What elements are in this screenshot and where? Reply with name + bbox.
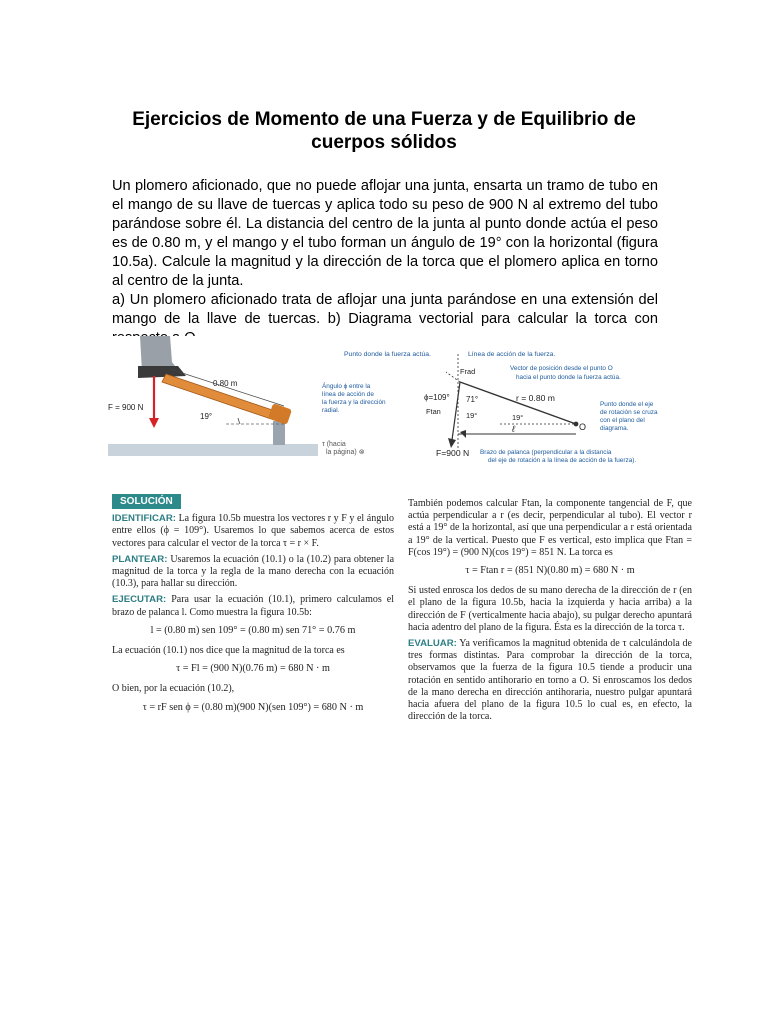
l-label: ℓ [512,424,515,434]
figure-a-plumber-wrench [108,336,318,456]
solution-badge: SOLUCIÓN [112,494,181,509]
angle71-label: 71° [466,395,479,404]
identificar-text: La figura 10.5b muestra los vectores r y F y el ángulo entre ellos (ϕ = 109°). Usaremos lo que sabemos acerca de estos vectores para calcular el vector de la torca τ = r × F. [112,513,395,549]
equation-torque-rfsin: τ = rF sen ϕ = (0.80 m)(900 N)(sen 109°) = 680 N · m [142,701,364,713]
right-hand-paragraph: Si usted enrosca los dedos de su mano derecha de la dirección de r (en el plano de la figura 10.5b, hacia la izquierda y hacia arriba) a la dirección de F (verticalmente hacia abajo), su pulgar derecho apuntará hacia adentro del plano de la figura. Ésta es la dirección de la torca τ. [408,585,692,633]
frad-label: Frad [460,367,476,376]
solution-left-column [112,494,394,722]
tau-label: τ (hacia la página) ⊗ [322,441,365,456]
equation-torque-ftan: τ = Ftan r = (851 N)(0.80 m) = 680 N · m [465,565,635,577]
r-label: r = 0.80 m [516,393,555,403]
ejecutar-heading: EJECUTAR: [112,594,167,606]
equation-torque-fl: τ = Fl = (900 N)(0.76 m) = 680 N · m [176,663,330,675]
O-label: O [579,422,587,432]
plantear-heading: PLANTEAR: [112,553,168,565]
force-vector [452,382,460,440]
problem-statement [112,177,658,348]
tangential-paragraph: También podemos calcular Ftan, la componente tangencial de F, que actúa perpendicular a r (es decir, perpendicular al tubo). El vector r está a 19° de la horizontal, así que una perpendicular a r está orientada a 19° de la vertical. Puesto que F es vertical, esto implica que Ftan = F(cos 19°) = (900 N)(cos 19°) = 851 N. La torca es [408,498,692,558]
alternative-text: O bien, por la ecuación (10.2), [112,683,235,695]
problem-paragraph: Un plomero aficionado, que no puede aflojar una junta, ensarta un tramo de tubo en el mango de su llave de tuercas y aplica todo su peso de 900 N al extremo del tubo parándose sobre él. La distancia del centro de la junta al punto donde actúa el peso es de 0.80 m, y el mango y el tubo forman un ángulo de 19° con la horizontal (figura 10.5a). Calcule la magnitud y la dirección de la torca que el plomero aplica en torno al centro de la junta. [112,178,658,289]
annotation-vector: Vector de posición desde el punto O hacia el punto donde la fuerza actúa. [510,365,621,381]
document-title: Ejercicios de Momento de una Fuerza y de Equilibrio de cuerpos sólidos [132,109,636,153]
F-label: F=900 N [436,448,470,458]
plantear-paragraph [112,554,394,591]
evaluar-heading: EVALUAR: [408,638,457,650]
phi-label: ϕ=109° [424,393,450,402]
floor [108,444,318,456]
annotation-axis: Punto donde el eje de rotación se cruza con el plano del diagrama. [600,401,658,432]
ejecutar-paragraph [112,594,394,618]
annotation-line: Línea de acción de la fuerza. [468,351,556,358]
angle19a-label: 19° [466,411,478,420]
plantear-text: Usaremos la ecuación (10.1) o la (10.2) para obtener la magnitud de la torca y la regla de la mano derecha con la ecuación (10.3), para hallar su dirección. [112,553,395,590]
axis-point [574,422,579,427]
angle19b-label: 19° [512,413,524,422]
ejecutar-text: Para usar la ecuación (10.1), primero calculamos el brazo de palanca l. Como muestra la figura 10.5b: [112,594,394,618]
ftan-label: Ftan [426,407,441,416]
figure-caption: a) Un plomero aficionado trata de aflojar una junta parándose en una extensión del mango de la llave de tuercas. b) Diagrama vectorial para calcular la torca con [112,292,658,327]
angle-label: 19° [200,412,213,421]
figure-b-vector-diagram [320,344,690,470]
annotation-arm: Brazo de palanca (perpendicular a la distancia del eje de rotación a la línea de acción de la fuerza). [480,449,637,464]
length-label: 0.80 m [213,379,238,388]
identificar-heading: IDENTIFICAR: [112,513,176,525]
evaluar-paragraph [408,638,692,723]
equation-lever-arm: l = (0.80 m) sen 109° = (0.80 m) sen 71° = 0.76 m [150,624,356,636]
evaluar-text: Ya verificamos la magnitud obtenida de τ calculándola de tres formas distintas. Para comprobar la dirección de la torca, observamos que la fuerza de la figura 10.5 tiende a producir una rotación en sentido antihorario en torno a O. Si enroscamos los dedos de la mano derecha en dirección antihoraria, nuestro pulgar apuntará hacia afuera del plano de la figura 10.5 lo cual es, en efecto, la dirección de la torca. [408,638,692,723]
annotation-angle: Ángulo ϕ entre la línea de acción de la fuerza y la dirección radial. [322,383,386,414]
identificar-paragraph [112,513,394,550]
solution-right-column [408,498,692,727]
force-label: F = 900 N [108,403,144,412]
torque-text: La ecuación (10.1) nos dice que la magnitud de la torca es [112,645,345,657]
pipe-post [273,421,285,445]
annotation-point: Punto donde la fuerza actúa. [344,351,431,358]
